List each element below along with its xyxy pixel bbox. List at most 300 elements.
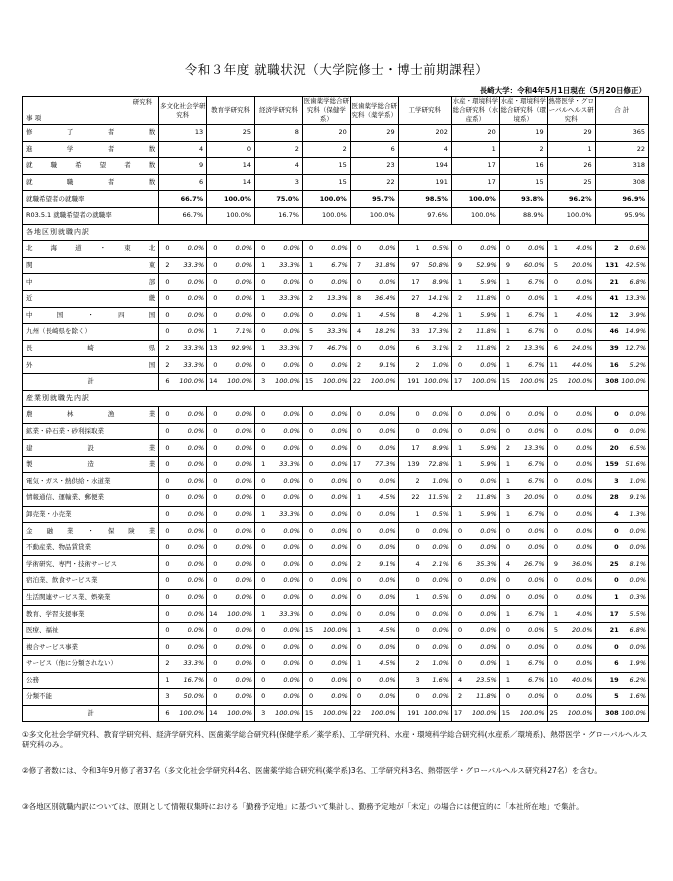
count-cell: 0: [255, 523, 268, 540]
row-label: 生活関連サービス業、娯楽業: [23, 589, 159, 606]
count-cell: 0: [255, 589, 268, 606]
percent-cell: 0.0%: [172, 440, 207, 457]
value-cell: 16: [499, 158, 547, 175]
count-cell: 8: [398, 307, 421, 324]
count-cell: 0: [350, 440, 363, 457]
percent-cell: 0.0%: [267, 407, 302, 424]
rate-cell: 100.0%: [207, 191, 255, 208]
count-cell: 97: [398, 257, 421, 274]
count-cell: 0: [302, 490, 315, 507]
value-cell: 2: [302, 141, 350, 158]
row-label: 医療、福祉: [23, 622, 159, 639]
percent-cell: 0.0%: [512, 523, 547, 540]
count-cell: 0: [255, 307, 268, 324]
count-cell: 0: [159, 290, 172, 307]
count-cell: 0: [547, 440, 560, 457]
count-cell: 0: [302, 357, 315, 374]
percent-cell: 0.0%: [219, 440, 254, 457]
percent-cell: 0.0%: [267, 307, 302, 324]
rate-cell: 95.9%: [595, 207, 648, 224]
count-cell: 1: [499, 456, 512, 473]
count-cell: 0: [547, 324, 560, 341]
count-cell: 0: [350, 523, 363, 540]
percent-cell: 23.5%: [464, 672, 499, 689]
count-cell: 0: [159, 307, 172, 324]
percent-cell: 0.6%: [621, 241, 649, 258]
percent-cell: 0.0%: [512, 622, 547, 639]
count-cell: 0: [451, 622, 464, 639]
percent-cell: 0.0%: [422, 407, 452, 424]
percent-cell: 0.0%: [315, 506, 350, 523]
count-cell: 12: [595, 307, 621, 324]
percent-cell: 14.9%: [621, 324, 649, 341]
percent-cell: 0.0%: [560, 539, 595, 556]
count-cell: 0: [499, 689, 512, 706]
count-cell: 0: [350, 241, 363, 258]
percent-cell: 0.0%: [315, 490, 350, 507]
percent-cell: 13.3%: [512, 440, 547, 457]
count-cell: 0: [302, 307, 315, 324]
percent-cell: 6.8%: [621, 274, 649, 291]
value-cell: 8: [255, 125, 303, 142]
percent-cell: 0.0%: [512, 639, 547, 656]
count-cell: 1: [451, 274, 464, 291]
count-cell: 191: [398, 373, 421, 390]
percent-cell: 0.0%: [464, 423, 499, 440]
percent-cell: 0.0%: [267, 656, 302, 673]
count-cell: 0: [207, 639, 220, 656]
percent-cell: 36.0%: [560, 556, 595, 573]
value-cell: 1: [547, 141, 595, 158]
count-cell: 0: [398, 689, 421, 706]
percent-cell: 0.0%: [315, 423, 350, 440]
percent-cell: 11.8%: [464, 689, 499, 706]
count-cell: 14: [207, 606, 220, 623]
percent-cell: 0.0%: [315, 689, 350, 706]
value-cell: 308: [595, 174, 648, 191]
percent-cell: 100.0%: [267, 373, 302, 390]
count-cell: 0: [398, 407, 421, 424]
count-cell: 0: [398, 423, 421, 440]
percent-cell: 0.0%: [621, 407, 649, 424]
percent-cell: 100.0%: [621, 373, 649, 390]
count-cell: 0: [350, 340, 363, 357]
percent-cell: 0.0%: [422, 523, 452, 540]
percent-cell: 5.5%: [621, 606, 649, 623]
row-label: 製造業: [23, 456, 159, 473]
count-cell: 0: [255, 324, 268, 341]
percent-cell: 3.1%: [422, 340, 452, 357]
percent-cell: 9.1%: [621, 490, 649, 507]
percent-cell: 6.7%: [512, 606, 547, 623]
count-cell: 17: [595, 606, 621, 623]
percent-cell: 0.0%: [560, 423, 595, 440]
percent-cell: 4.2%: [422, 307, 452, 324]
count-cell: 0: [159, 589, 172, 606]
value-cell: 14: [207, 158, 255, 175]
count-cell: 19: [595, 672, 621, 689]
percent-cell: 0.0%: [219, 539, 254, 556]
count-cell: 15: [499, 705, 512, 722]
percent-cell: 0.0%: [464, 407, 499, 424]
percent-cell: 4.5%: [363, 622, 398, 639]
count-cell: 1: [547, 307, 560, 324]
count-cell: 4: [499, 556, 512, 573]
percent-cell: 36.4%: [363, 290, 398, 307]
count-cell: 0: [451, 539, 464, 556]
percent-cell: 0.0%: [172, 490, 207, 507]
count-cell: 0: [398, 573, 421, 590]
count-cell: 2: [398, 357, 421, 374]
row-label: サービス（他に分類されない）: [23, 656, 159, 673]
count-cell: 0: [302, 556, 315, 573]
count-cell: 0: [451, 639, 464, 656]
count-cell: 0: [255, 274, 268, 291]
percent-cell: 0.0%: [560, 274, 595, 291]
percent-cell: 0.0%: [621, 523, 649, 540]
row-label: 公務: [23, 672, 159, 689]
count-cell: 0: [207, 490, 220, 507]
count-cell: 1: [595, 589, 621, 606]
percent-cell: 77.3%: [363, 456, 398, 473]
percent-cell: 0.0%: [172, 539, 207, 556]
count-cell: 2: [302, 290, 315, 307]
count-cell: 6: [547, 340, 560, 357]
count-cell: 0: [350, 407, 363, 424]
count-cell: 0: [547, 473, 560, 490]
percent-cell: 0.0%: [267, 274, 302, 291]
percent-cell: 0.0%: [315, 440, 350, 457]
count-cell: 0: [547, 407, 560, 424]
count-cell: 0: [255, 357, 268, 374]
count-cell: 1: [302, 257, 315, 274]
rate-cell: 100.0%: [451, 207, 499, 224]
count-cell: 6: [159, 373, 172, 390]
percent-cell: 14.1%: [422, 290, 452, 307]
count-cell: 139: [398, 456, 421, 473]
percent-cell: 8.9%: [422, 274, 452, 291]
percent-cell: 0.0%: [219, 672, 254, 689]
count-cell: 0: [350, 423, 363, 440]
count-cell: 2: [159, 257, 172, 274]
value-cell: 15: [302, 158, 350, 175]
count-cell: 0: [547, 456, 560, 473]
percent-cell: 0.0%: [172, 307, 207, 324]
row-label: 就職希望者の就職率: [23, 191, 159, 208]
count-cell: 1: [451, 440, 464, 457]
percent-cell: 100.0%: [512, 373, 547, 390]
value-cell: 4: [159, 141, 207, 158]
count-cell: 0: [595, 573, 621, 590]
count-cell: 22: [350, 705, 363, 722]
percent-cell: 0.0%: [560, 523, 595, 540]
count-cell: 0: [350, 606, 363, 623]
percent-cell: 3.9%: [621, 307, 649, 324]
count-cell: 25: [595, 556, 621, 573]
percent-cell: 1.0%: [422, 473, 452, 490]
page-title: 令和３年度 就職状況（大学院修士・博士前期課程）: [184, 62, 489, 77]
percent-cell: 0.0%: [621, 573, 649, 590]
percent-cell: 0.0%: [267, 324, 302, 341]
column-header: 医歯薬学総合研究科（保健学系）: [303, 97, 350, 123]
count-cell: 15: [302, 622, 315, 639]
percent-cell: 6.7%: [512, 274, 547, 291]
percent-cell: 0.0%: [267, 622, 302, 639]
count-cell: 0: [350, 689, 363, 706]
percent-cell: 0.0%: [219, 241, 254, 258]
percent-cell: 0.0%: [219, 556, 254, 573]
percent-cell: 13.3%: [315, 290, 350, 307]
value-cell: 194: [398, 158, 451, 175]
percent-cell: 0.0%: [267, 490, 302, 507]
row-label: 分類不能: [23, 689, 159, 706]
percent-cell: 0.0%: [315, 473, 350, 490]
percent-cell: 100.0%: [172, 705, 207, 722]
percent-cell: 0.0%: [315, 456, 350, 473]
percent-cell: 13.3%: [512, 340, 547, 357]
count-cell: 0: [255, 473, 268, 490]
percent-cell: 0.0%: [219, 473, 254, 490]
count-cell: 1: [499, 473, 512, 490]
count-cell: 0: [255, 423, 268, 440]
count-cell: 0: [595, 407, 621, 424]
percent-cell: 0.0%: [363, 340, 398, 357]
count-cell: 0: [159, 440, 172, 457]
row-label: 学術研究、専門・技術サービス: [23, 556, 159, 573]
percent-cell: 33.3%: [267, 257, 302, 274]
percent-cell: 100.0%: [422, 373, 452, 390]
value-cell: 20: [451, 125, 499, 142]
count-cell: 1: [159, 672, 172, 689]
count-cell: 0: [159, 506, 172, 523]
count-cell: 2: [159, 656, 172, 673]
percent-cell: 17.3%: [422, 324, 452, 341]
corner-bottom-label: 事 項: [26, 114, 42, 122]
value-cell: 191: [398, 174, 451, 191]
percent-cell: 0.0%: [464, 357, 499, 374]
row-label: 進学者数: [23, 141, 159, 158]
count-cell: 0: [159, 473, 172, 490]
row-label: 就職希望者数: [23, 158, 159, 175]
percent-cell: 0.0%: [172, 556, 207, 573]
count-cell: 0: [255, 672, 268, 689]
percent-cell: 0.0%: [267, 539, 302, 556]
value-cell: 2: [255, 141, 303, 158]
value-cell: 14: [207, 174, 255, 191]
row-label: 金融業・保険業: [23, 523, 159, 540]
percent-cell: 0.0%: [219, 506, 254, 523]
percent-cell: 42.5%: [621, 257, 649, 274]
count-cell: 1: [499, 506, 512, 523]
percent-cell: 0.0%: [315, 639, 350, 656]
count-cell: 22: [398, 490, 421, 507]
count-cell: 1: [499, 656, 512, 673]
percent-cell: 16.7%: [172, 672, 207, 689]
count-cell: 2: [398, 473, 421, 490]
percent-cell: 0.0%: [219, 656, 254, 673]
percent-cell: 0.0%: [172, 473, 207, 490]
count-cell: 3: [499, 490, 512, 507]
rate-cell: 95.7%: [350, 191, 398, 208]
count-cell: 46: [595, 324, 621, 341]
percent-cell: 0.0%: [172, 324, 207, 341]
percent-cell: 0.0%: [267, 556, 302, 573]
count-cell: 0: [451, 473, 464, 490]
rate-cell: 96.2%: [547, 191, 595, 208]
count-cell: 0: [499, 290, 512, 307]
count-cell: 0: [350, 473, 363, 490]
count-cell: 0: [255, 241, 268, 258]
count-cell: 0: [207, 456, 220, 473]
rate-cell: 66.7%: [159, 191, 207, 208]
count-cell: 1: [350, 622, 363, 639]
percent-cell: 0.0%: [219, 573, 254, 590]
count-cell: 1: [451, 506, 464, 523]
percent-cell: 0.0%: [560, 324, 595, 341]
percent-cell: 0.0%: [422, 689, 452, 706]
percent-cell: 0.0%: [267, 440, 302, 457]
percent-cell: 0.0%: [422, 639, 452, 656]
count-cell: 2: [451, 340, 464, 357]
count-cell: 1: [398, 241, 421, 258]
value-cell: 6: [350, 141, 398, 158]
count-cell: 308: [595, 373, 621, 390]
percent-cell: 0.0%: [315, 606, 350, 623]
percent-cell: 1.0%: [621, 473, 649, 490]
count-cell: 0: [499, 241, 512, 258]
count-cell: 0: [159, 423, 172, 440]
row-label: 北海道・東北: [23, 241, 159, 258]
percent-cell: 0.0%: [512, 573, 547, 590]
percent-cell: 0.0%: [422, 606, 452, 623]
count-cell: 3: [255, 705, 268, 722]
count-cell: 4: [350, 324, 363, 341]
percent-cell: 20.0%: [560, 622, 595, 639]
count-cell: 0: [207, 423, 220, 440]
count-cell: 4: [398, 556, 421, 573]
percent-cell: 0.0%: [363, 573, 398, 590]
percent-cell: 6.7%: [512, 672, 547, 689]
percent-cell: 5.9%: [464, 440, 499, 457]
percent-cell: 0.0%: [464, 589, 499, 606]
count-cell: 0: [255, 573, 268, 590]
percent-cell: 0.0%: [560, 407, 595, 424]
percent-cell: 33.3%: [315, 324, 350, 341]
count-cell: 0: [547, 656, 560, 673]
count-cell: 0: [302, 573, 315, 590]
note-1: ①多文化社会学研究科、教育学研究科、経済学研究科、医歯薬学総合研究科(保健学系／薬学系)、工学研究科、水産・環境科学総合研究科(水産系／環境系)、熱帯医学・グローバルヘルス研究科のみ。: [22, 730, 648, 749]
row-label: 不動産業、物品賃貸業: [23, 539, 159, 556]
percent-cell: 100.0%: [172, 373, 207, 390]
percent-cell: 0.0%: [315, 307, 350, 324]
count-cell: 0: [207, 290, 220, 307]
count-cell: 0: [398, 639, 421, 656]
percent-cell: 0.0%: [621, 539, 649, 556]
count-cell: 1: [499, 274, 512, 291]
count-cell: 0: [547, 539, 560, 556]
percent-cell: 0.0%: [315, 357, 350, 374]
count-cell: 3: [255, 373, 268, 390]
percent-cell: 0.0%: [363, 473, 398, 490]
row-label: 電気・ガス・熱供給・水道業: [23, 473, 159, 490]
percent-cell: 33.3%: [172, 357, 207, 374]
count-cell: 0: [547, 589, 560, 606]
count-cell: 1: [255, 456, 268, 473]
count-cell: 7: [302, 340, 315, 357]
count-cell: 0: [595, 423, 621, 440]
percent-cell: 11.8%: [464, 290, 499, 307]
column-header: 熱帯医学・グローバルヘルス研究科: [548, 97, 594, 123]
value-cell: 23: [350, 158, 398, 175]
count-cell: 39: [595, 340, 621, 357]
percent-cell: 11.8%: [464, 324, 499, 341]
count-cell: 0: [547, 423, 560, 440]
percent-cell: 1.3%: [621, 506, 649, 523]
value-cell: 20: [302, 125, 350, 142]
percent-cell: 100.0%: [219, 705, 254, 722]
row-label: 中部: [23, 274, 159, 291]
column-header: 多文化社会学研究科: [159, 97, 207, 125]
count-cell: 0: [302, 506, 315, 523]
count-cell: 15: [499, 373, 512, 390]
percent-cell: 0.0%: [464, 523, 499, 540]
rate-cell: 93.8%: [499, 191, 547, 208]
count-cell: 6: [595, 656, 621, 673]
count-cell: 0: [159, 639, 172, 656]
value-cell: 25: [207, 125, 255, 142]
count-cell: 5: [547, 622, 560, 639]
percent-cell: 0.0%: [363, 407, 398, 424]
percent-cell: 0.0%: [512, 589, 547, 606]
row-label: 関東: [23, 257, 159, 274]
percent-cell: 0.0%: [560, 490, 595, 507]
percent-cell: 0.0%: [267, 589, 302, 606]
rate-cell: 100.0%: [207, 207, 255, 224]
count-cell: 0: [350, 573, 363, 590]
percent-cell: 100.0%: [560, 373, 595, 390]
percent-cell: 7.1%: [219, 324, 254, 341]
percent-cell: 100.0%: [464, 705, 499, 722]
industry-section-title: 産業別就職先内訳: [23, 390, 649, 407]
region-section-title: 各地区別就職内訳: [23, 224, 649, 241]
value-cell: 26: [547, 158, 595, 175]
count-cell: 159: [595, 456, 621, 473]
percent-cell: 0.0%: [172, 407, 207, 424]
value-cell: 202: [398, 125, 451, 142]
count-cell: 0: [302, 241, 315, 258]
count-cell: 17: [350, 456, 363, 473]
percent-cell: 100.0%: [560, 705, 595, 722]
count-cell: 0: [159, 324, 172, 341]
count-cell: 0: [255, 656, 268, 673]
percent-cell: 0.0%: [267, 639, 302, 656]
count-cell: 0: [255, 440, 268, 457]
count-cell: 0: [159, 241, 172, 258]
count-cell: 0: [350, 672, 363, 689]
count-cell: 2: [350, 357, 363, 374]
percent-cell: 0.0%: [219, 290, 254, 307]
column-header: 経済学研究科: [255, 97, 303, 125]
count-cell: 0: [207, 274, 220, 291]
count-cell: 1: [350, 656, 363, 673]
percent-cell: 1.9%: [621, 656, 649, 673]
percent-cell: 33.3%: [172, 257, 207, 274]
count-cell: 2: [499, 340, 512, 357]
percent-cell: 100.0%: [315, 373, 350, 390]
percent-cell: 0.0%: [422, 573, 452, 590]
percent-cell: 46.7%: [315, 340, 350, 357]
count-cell: 0: [595, 523, 621, 540]
